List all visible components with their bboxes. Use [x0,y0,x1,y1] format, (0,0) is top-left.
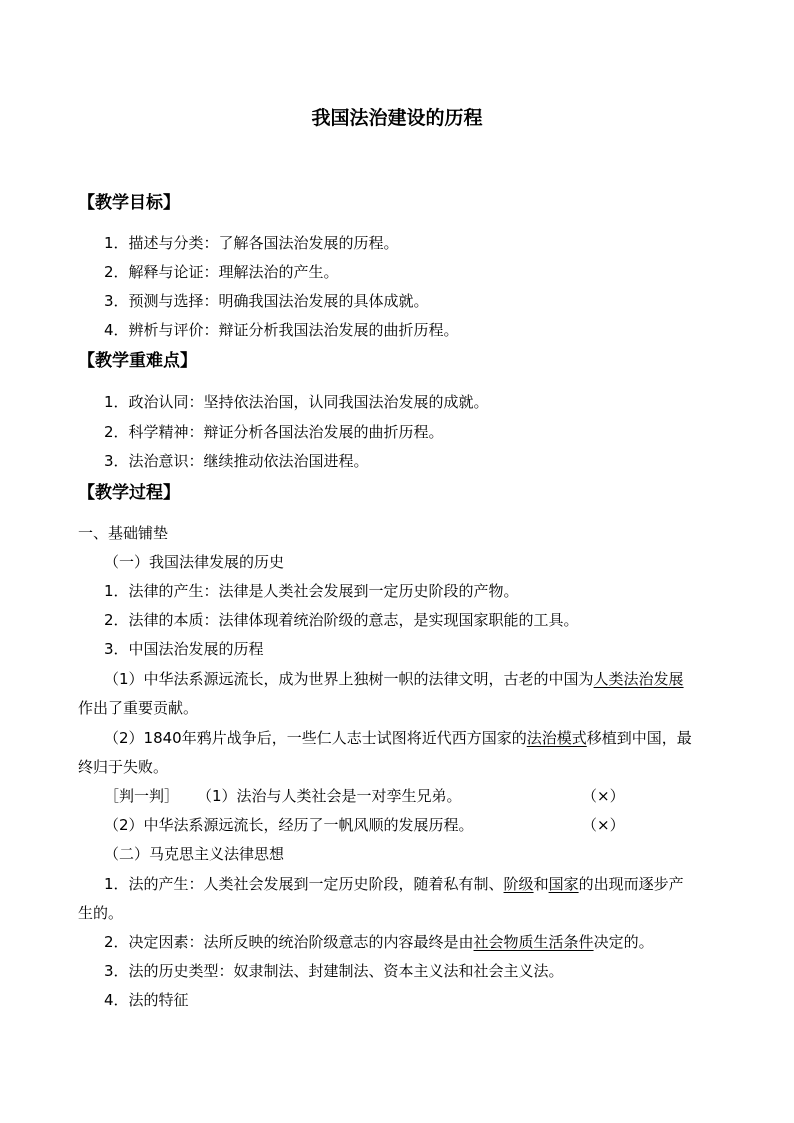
process-heading: 【教学过程】 [78,483,180,503]
goal-item-1: 1．描述与分类：了解各国法治发展的历程。 [104,234,399,252]
keypoint-item-1: 1．政治认同：坚持依法治国，认同我国法治发展的成就。 [104,393,489,411]
goal-item-3: 3．预测与选择：明确我国法治发展的具体成就。 [104,292,429,310]
judge-label: ［判一判］ [104,787,180,805]
marxist-item-2-text: 2．决定因素：法所反映的统治阶级意志的内容最终是由 [104,933,474,951]
sub-section-marxist-law: （二）马克思主义法律思想 [104,845,285,863]
judge-statement-1: （1）法治与人类社会是一对孪生兄弟。 [197,787,462,805]
marxist-item-1-line-1 [104,874,684,894]
marxist-item-2 [104,932,654,952]
paragraph-1-text: （1）中华法系源远流长，成为世界上独树一帜的法律文明，古老的中国为 [104,670,594,688]
marxist-item-1-and: 和 [533,875,549,893]
marxist-item-4: 4．法的特征 [104,991,189,1009]
paragraph-2-text: （2）1840年鸦片战争后，一些仁人志士试图将近代西方国家的 [104,729,527,747]
judge-answer-2: （×） [582,816,625,834]
paragraph-1-line-2: 作出了重要贡献。 [78,699,199,717]
underlined-term-material-conditions: 社会物质生活条件 [473,933,594,951]
keypoint-item-2: 2．科学精神：辩证分析各国法治发展的曲折历程。 [104,423,444,441]
law-essence: 2．法律的本质：法律体现着统治阶级的意志，是实现国家职能的工具。 [104,611,579,629]
document-title: 我国法治建设的历程 [311,107,483,129]
keypoints-heading: 【教学重难点】 [78,351,197,371]
goal-item-4: 4．辨析与评价：辩证分析我国法治发展的曲折历程。 [104,321,459,339]
marxist-item-1-text: 1．法的产生：人类社会发展到一定历史阶段，随着私有制、 [104,875,504,893]
judge-statement-2: （2）中华法系源远流长，经历了一帆风顺的发展历程。 [104,816,474,834]
paragraph-2-line-1 [104,728,692,748]
law-origin: 1．法律的产生：法律是人类社会发展到一定历史阶段的产物。 [104,582,519,600]
marxist-item-1-text-cont: 的出现而逐步产 [578,875,684,893]
paragraph-2-line-2: 终归于失败。 [78,758,169,776]
marxist-item-2-text-cont: 决定的。 [593,933,654,951]
underlined-term-state: 国家 [548,875,579,893]
underlined-term-class: 阶级 [503,875,534,893]
underlined-term-rule-of-law-model: 法治模式 [526,729,587,747]
sub-section-law-history: （一）我国法律发展的历史 [104,553,285,571]
goal-item-2: 2．解释与论证：理解法治的产生。 [104,263,339,281]
paragraph-1-line-1 [104,669,684,689]
keypoint-item-3: 3．法治意识：继续推动依法治国进程。 [104,452,369,470]
judge-answer-1: （×） [582,787,625,805]
marxist-item-3: 3．法的历史类型：奴隶制法、封建制法、资本主义法和社会主义法。 [104,962,564,980]
goals-heading: 【教学目标】 [78,193,180,213]
china-rule-of-law-history: 3．中国法治发展的历程 [104,640,264,658]
judge-line-1 [104,786,462,806]
paragraph-2-text-cont: 移植到中国，最 [586,729,692,747]
part-basic-foundation: 一、基础铺垫 [78,524,169,542]
underlined-term-human-rule-of-law: 人类法治发展 [593,670,684,688]
marxist-item-1-line-2: 生的。 [78,904,124,922]
